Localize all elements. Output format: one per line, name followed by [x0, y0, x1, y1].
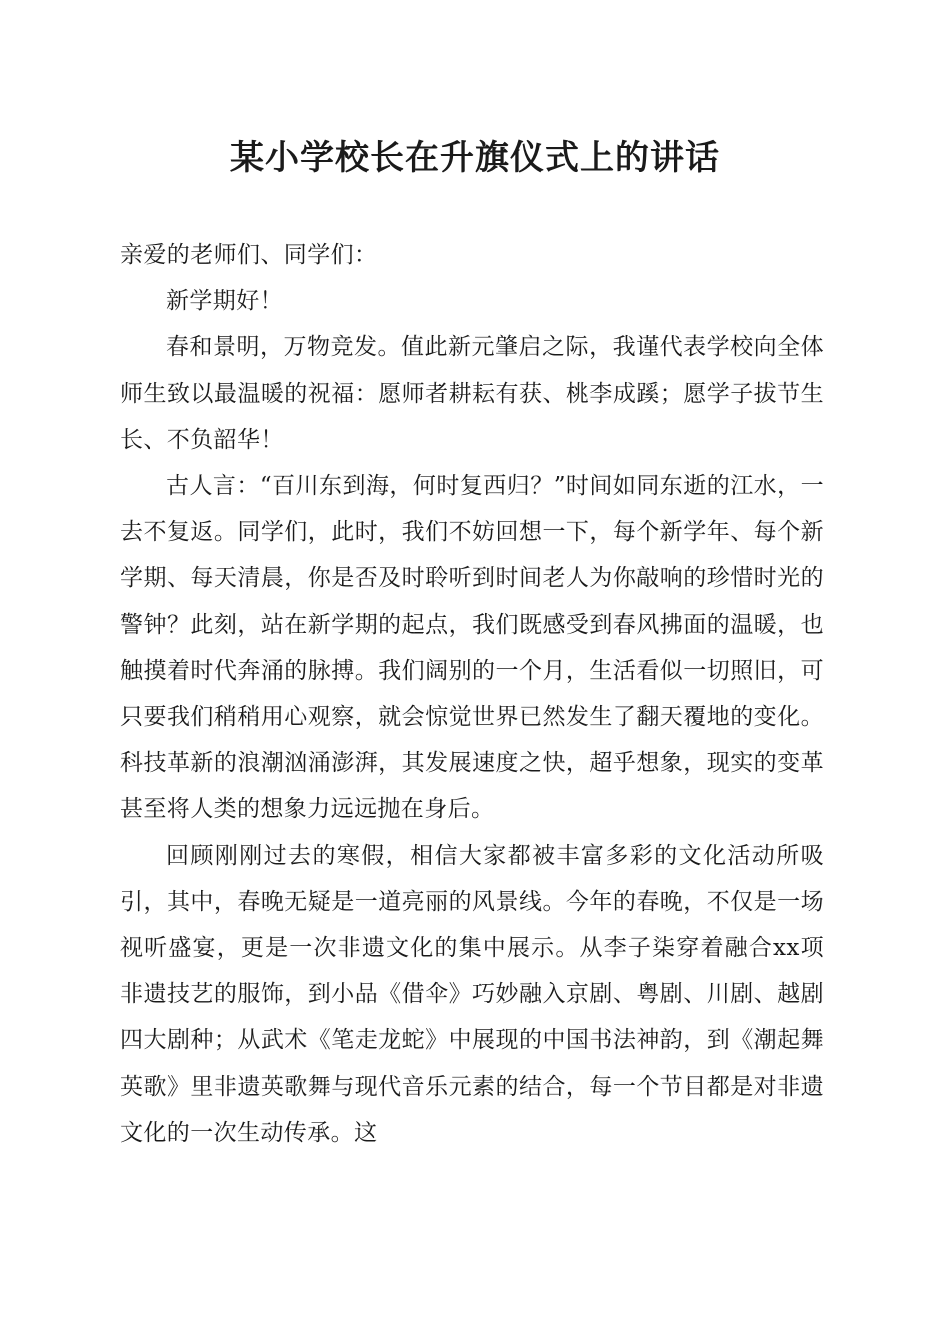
greeting-line: 亲爱的老师们、同学们： — [120, 242, 378, 268]
paragraph-spring-gala: 回顾刚刚过去的寒假，相信大家都被丰富多彩的文化活动所吸引，其中，春晚无疑是一道亮丽的风景线。今年的春晚，不仅是一场视听盛宴，更是一次非遗文化的集中展示。从李子柒穿着融合xx项非遗技艺的服饰，到小品《借伞》巧妙融入京剧、粤剧、川剧、越剧四大剧种；从武术《笔走龙蛇》中展现的中国书法神韵，到《潮起舞英歌》里非遗英歌舞与现代音乐元素的结合，每一个节目都是对非遗文化的一次生动传承。这 — [120, 842, 824, 1146]
paragraph-new-term: 新学期好！ — [166, 288, 283, 315]
document-title: 某小学校长在升旗仪式上的讲话 — [230, 138, 720, 178]
paragraph-time: 古人言：“百川东到海，何时复西归？”时间如同东逝的江水，一去不复返。同学们，此时，我们不妨回想一下，每个新学年、每个新学期、每天清晨，你是否及时聆听到时间老人为你敲响的珍惜时光的警钟？此刻，站在新学期的起点，我们既感受到春风拂面的温暖，也触摸着时代奔涌的脉搏。我们阔别的一个月，生活看似一切照旧，可只要我们稍稍用心观察，就会惊觉世界已然发生了翻天覆地的变化。科技革新的浪潮汹涌澎湃，其发展速度之快，超乎想象，现实的变革甚至将人类的想象力远远抛在身后。 — [120, 473, 824, 823]
document-body — [120, 232, 824, 1156]
paragraph-blessing: 春和景明，万物竞发。值此新元肇启之际，我谨代表学校向全体师生致以最温暖的祝福：愿师者耕耘有获、桃李成蹊；愿学子拔节生长、不负韶华！ — [120, 334, 824, 453]
